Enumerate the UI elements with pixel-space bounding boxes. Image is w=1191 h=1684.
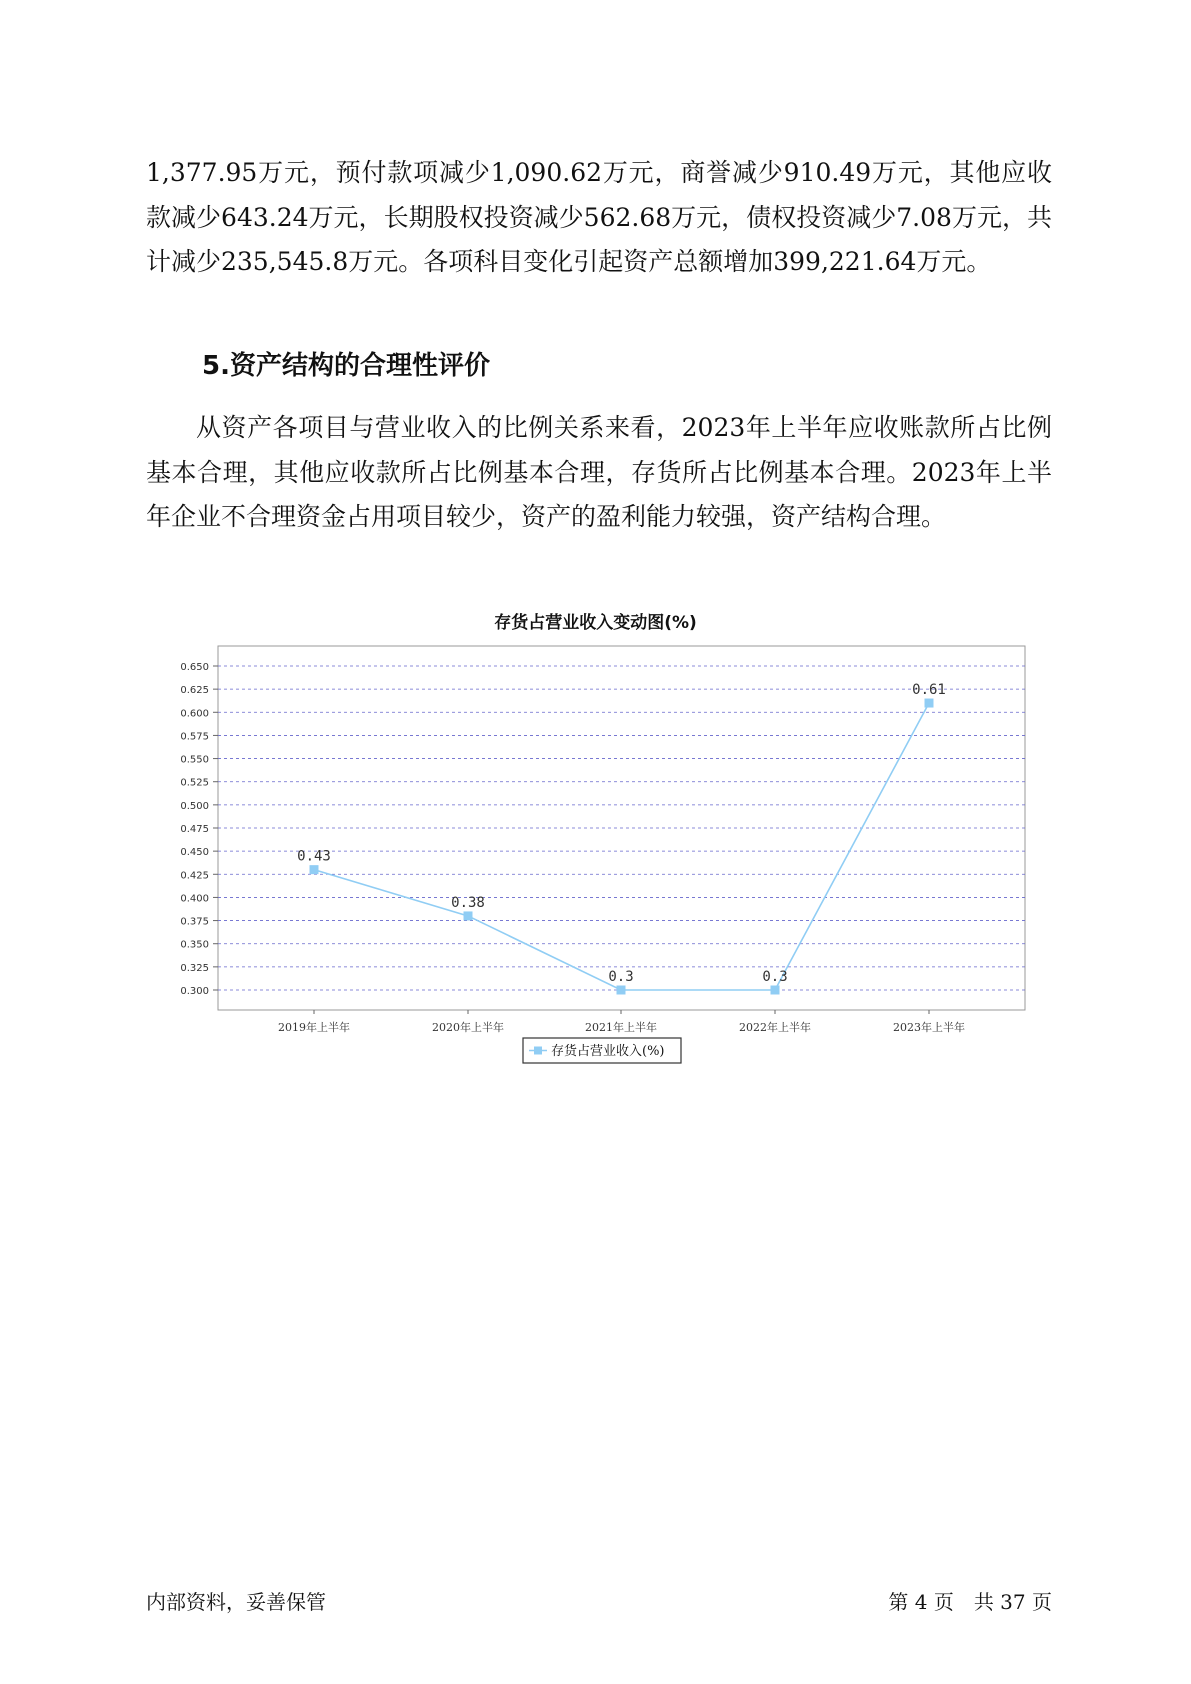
y-tick-label: 0.475 bbox=[180, 824, 209, 835]
y-tick-label: 0.300 bbox=[180, 986, 209, 997]
footer-page-number: 第 4 页 共 37 页 bbox=[888, 1590, 1052, 1614]
data-label: 0.38 bbox=[451, 894, 485, 911]
y-tick-label: 0.400 bbox=[180, 893, 209, 905]
data-point bbox=[617, 986, 626, 995]
data-label: 0.43 bbox=[297, 848, 331, 865]
y-tick-label: 0.625 bbox=[180, 685, 209, 697]
y-tick-label: 0.375 bbox=[180, 916, 209, 928]
x-tick-label: 2021年上半年 bbox=[585, 1021, 657, 1034]
legend-marker bbox=[534, 1047, 542, 1055]
section-heading: 5.资产结构的合理性评价 bbox=[202, 351, 490, 381]
data-label: 0.3 bbox=[608, 969, 634, 985]
y-tick-label: 0.350 bbox=[180, 939, 209, 951]
y-tick-label: 0.325 bbox=[180, 962, 209, 974]
legend-label: 存货占营业收入(%) bbox=[551, 1044, 665, 1059]
data-point bbox=[771, 986, 780, 995]
paragraph-asset-changes: 1,377.95万元，预付款项减少1,090.62万元，商誉减少910.49万元，其他应收款减少643.24万元，长期股权投资减少562.68万元，债权投资减少7.08万元，共计减少235,545.8万元。各项科目变化引起资产总额增加399,221.64万元。 bbox=[146, 158, 1052, 276]
chart-title: 存货占营业收入变动图(%) bbox=[494, 613, 697, 633]
y-tick-label: 0.550 bbox=[180, 754, 209, 766]
data-point bbox=[310, 865, 319, 874]
y-tick-label: 0.575 bbox=[180, 731, 209, 743]
paragraph-asset-structure: 从资产各项目与营业收入的比例关系来看，2023年上半年应收账款所占比例基本合理，其他应收款所占比例基本合理，存货所占比例基本合理。2023年上半年企业不合理资金占用项目较少，资产的盈利能力较强，资产结构合理。 bbox=[146, 413, 1052, 531]
y-tick-label: 0.600 bbox=[180, 708, 209, 720]
data-point bbox=[925, 699, 934, 708]
x-tick-label: 2019年上半年 bbox=[278, 1021, 350, 1034]
y-tick-label: 0.425 bbox=[180, 870, 209, 882]
footer-confidential-note: 内部资料，妥善保管 bbox=[146, 1590, 326, 1614]
y-tick-label: 0.500 bbox=[180, 800, 209, 812]
x-tick-label: 2023年上半年 bbox=[893, 1021, 965, 1034]
x-tick-label: 2020年上半年 bbox=[432, 1021, 504, 1034]
data-point bbox=[464, 911, 473, 920]
y-tick-label: 0.650 bbox=[180, 662, 209, 673]
data-label: 0.3 bbox=[762, 969, 788, 985]
x-tick-label: 2022年上半年 bbox=[739, 1021, 811, 1034]
y-tick-label: 0.525 bbox=[180, 777, 209, 789]
y-tick-label: 0.450 bbox=[180, 847, 209, 859]
data-label: 0.61 bbox=[912, 682, 946, 699]
